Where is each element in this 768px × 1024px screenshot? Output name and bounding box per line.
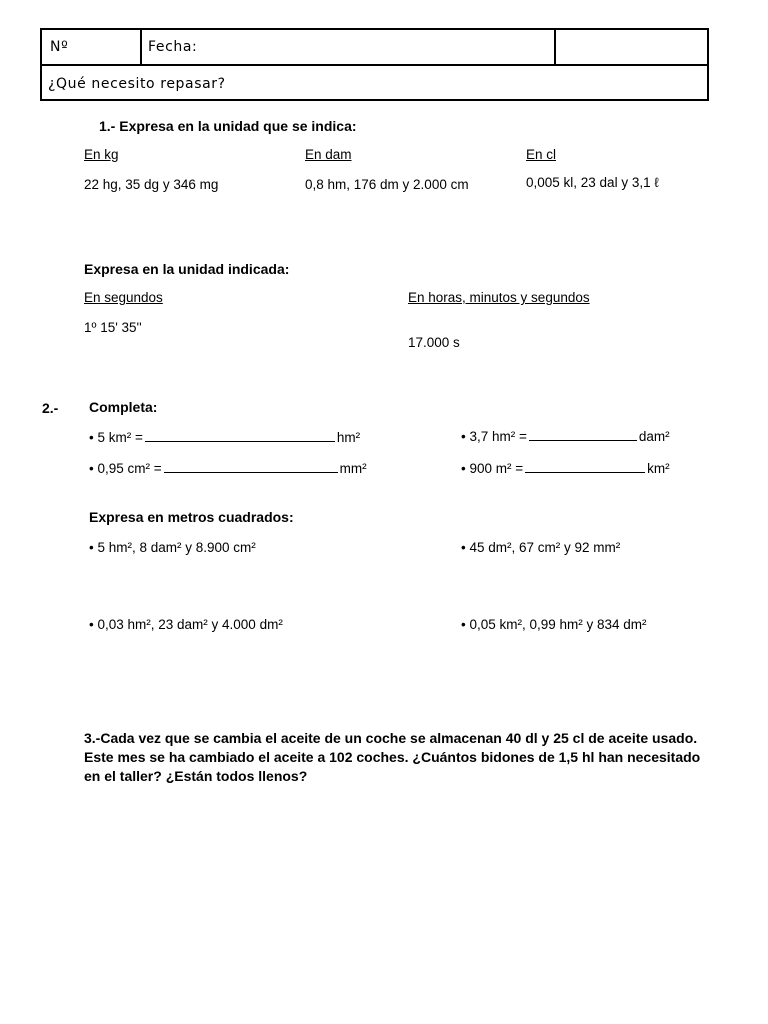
exercise-2-title: Completa:	[89, 399, 158, 415]
fill-in-item	[89, 429, 360, 445]
unit-heading-dam: En dam	[305, 147, 352, 162]
fill-in-item	[89, 460, 367, 476]
date-field-label: Fecha:	[148, 39, 198, 55]
time-item-seconds: 17.000 s	[408, 335, 460, 350]
conversion-item-cl: 0,005 kl, 23 dal y 3,1 ℓ	[526, 175, 659, 190]
answer-blank[interactable]	[529, 428, 637, 441]
fill-in-left: • 0,95 cm² =	[89, 461, 162, 476]
exercise-3-problem: 3.-Cada vez que se cambia el aceite de un coche se almacenan 40 dl y 25 cl de aceite usado. Este mes se ha cambiado el aceite a 102 coches. ¿Cuántos bidones de 1,5 hl han necesitado en el taller? ¿Están todos llenos?	[84, 730, 701, 784]
fill-in-unit: mm²	[339, 461, 367, 476]
fill-in-left: • 3,7 hm² =	[461, 429, 527, 444]
number-field-label: Nº	[50, 39, 69, 55]
answer-blank[interactable]	[525, 460, 645, 473]
exercise-1-title: 1.- Expresa en la unidad que se indica:	[99, 118, 357, 134]
unit-heading-seconds: En segundos	[84, 290, 163, 305]
fill-in-unit: dam²	[638, 429, 670, 444]
conversion-item-dam: 0,8 hm, 176 dm y 2.000 cm	[305, 177, 469, 192]
header-table	[40, 28, 709, 101]
time-item-degrees: 1º 15' 35''	[84, 320, 142, 335]
exercise-2-number: 2.-	[42, 400, 59, 416]
fill-in-left: • 5 km² =	[89, 430, 143, 445]
header-row-top	[42, 30, 707, 66]
area-item: • 45 dm², 67 cm² y 92 mm²	[461, 540, 621, 555]
area-item: • 5 hm², 8 dam² y 8.900 cm²	[89, 540, 256, 555]
fill-in-left: • 900 m² =	[461, 461, 524, 476]
exercise-1b-title: Expresa en la unidad indicada:	[84, 261, 290, 277]
fill-in-item	[461, 428, 670, 444]
fill-in-unit: hm²	[336, 430, 361, 445]
header-divider	[554, 30, 556, 64]
unit-heading-cl: En cl	[526, 147, 557, 162]
answer-blank[interactable]	[145, 429, 335, 442]
exercise-2b-title: Expresa en metros cuadrados:	[89, 509, 294, 525]
review-field-label: ¿Qué necesito repasar?	[48, 76, 226, 92]
unit-heading-hms: En horas, minutos y segundos	[408, 290, 590, 305]
conversion-item-kg: 22 hg, 35 dg y 346 mg	[84, 177, 219, 192]
fill-in-unit: km²	[647, 461, 670, 476]
answer-blank[interactable]	[164, 460, 338, 473]
header-divider	[140, 30, 142, 64]
fill-in-item	[461, 460, 670, 476]
unit-heading-kg: En kg	[84, 147, 119, 162]
area-item: • 0,03 hm², 23 dam² y 4.000 dm²	[89, 617, 283, 632]
area-item: • 0,05 km², 0,99 hm² y 834 dm²	[461, 617, 647, 632]
